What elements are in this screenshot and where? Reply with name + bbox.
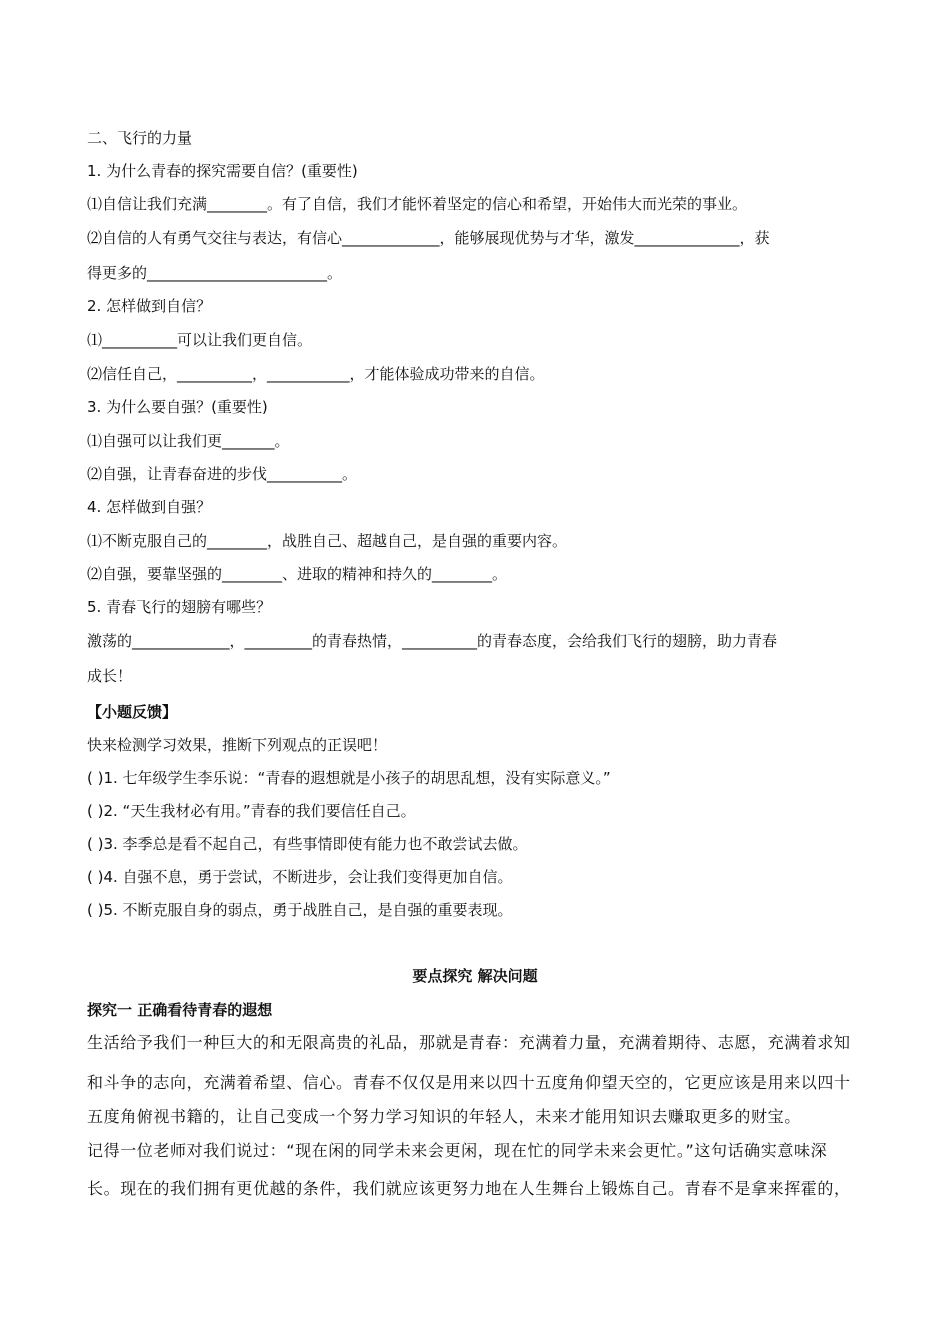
question-4-line-1: ⑴不断克服自己的________，战胜自己、超越自己，是自强的重要内容。 [87, 532, 568, 550]
feedback-item-4: ( )4. 自强不息，勇于尝试，不断进步，会让我们变得更加自信。 [87, 868, 513, 886]
explore-heading: 要点探究 解决问题 [412, 967, 538, 985]
explore-paragraph-line-3: 五度角俯视书籍的，让自己变成一个努力学习知识的年轻人，未来才能用知识去赚取更多的财宝。 [87, 1107, 801, 1126]
feedback-item-1: ( )1. 七年级学生李乐说：“青春的遐想就是小孩子的胡思乱想，没有实际意义。” [87, 769, 611, 787]
question-1-line-1: ⑴自信让我们充满________。有了自信，我们才能怀着坚定的信心和希望，开始伟大而光荣的事业。 [87, 195, 748, 213]
question-2-line-2: ⑵信任自己，__________，___________，才能体验成功带来的自信。 [87, 365, 545, 383]
question-5-heading: 5. 青春飞行的翅膀有哪些？ [87, 598, 272, 616]
question-3-heading: 3. 为什么要自强？(重要性) [87, 398, 268, 416]
feedback-title: 【小题反馈】 [87, 703, 178, 721]
explore-subheading: 探究一 正确看待青春的遐想 [87, 1001, 273, 1019]
question-1-heading: 1. 为什么青春的探究需要自信？(重要性) [87, 162, 358, 180]
question-2-line-1: ⑴__________可以让我们更自信。 [87, 331, 313, 349]
question-1-line-2: ⑵自信的人有勇气交往与表达，有信心_____________，能够展现优势与才华，激发______________，获 [87, 229, 770, 247]
question-3-line-1: ⑴自强可以让我们更_______。 [87, 432, 290, 450]
section-title: 二、飞行的力量 [87, 129, 193, 147]
question-1-line-3: 得更多的________________________。 [87, 264, 343, 282]
explore-paragraph-line-2: 和斗争的志向，充满着希望、信心。青春不仅仅是用来以四十五度角仰望天空的，它更应该是用来以四十 [87, 1073, 851, 1092]
explore-paragraph-line-1: 生活给予我们一种巨大的和无限高贵的礼品，那就是青春：充满着力量，充满着期待、志愿，充满着求知 [87, 1033, 851, 1052]
feedback-item-3: ( )3. 李季总是看不起自己，有些事情即使有能力也不敢尝试去做。 [87, 835, 528, 853]
question-5-line-2: 成长！ [87, 667, 133, 685]
feedback-intro: 快来检测学习效果，推断下列观点的正误吧！ [87, 736, 388, 754]
explore-paragraph-line-4: 记得一位老师对我们说过：“现在闲的同学未来会更闲，现在忙的同学未来会更忙。”这句话确实意味深 [87, 1141, 828, 1160]
question-3-line-2: ⑵自强，让青春奋进的步伐__________。 [87, 465, 358, 483]
question-5-line-1: 激荡的_____________，_________的青春热情，__________的青春态度，会给我们飞行的翅膀，助力青春 [87, 632, 778, 650]
feedback-item-5: ( )5. 不断克服自身的弱点，勇于战胜自己，是自强的重要表现。 [87, 901, 513, 919]
question-2-heading: 2. 怎样做到自信？ [87, 297, 212, 315]
explore-paragraph-line-5: 长。现在的我们拥有更优越的条件，我们就应该更努力地在人生舞台上锻炼自己。青春不是拿来挥霍的， [87, 1179, 851, 1198]
feedback-item-2: ( )2. “天生我材必有用。”青春的我们要信任自己。 [87, 802, 416, 820]
question-4-line-2: ⑵自强，要靠坚强的________、进取的精神和持久的________。 [87, 565, 508, 583]
question-4-heading: 4. 怎样做到自强？ [87, 498, 212, 516]
